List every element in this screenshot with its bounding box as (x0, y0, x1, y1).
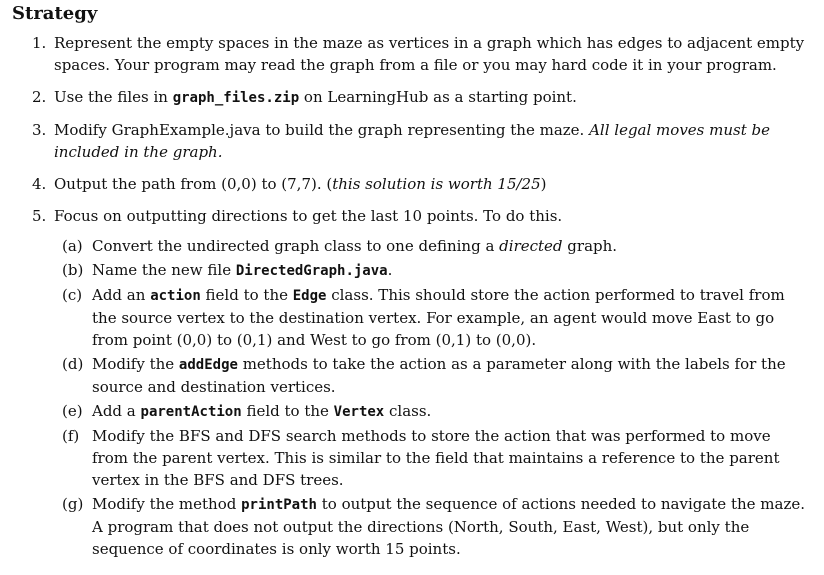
sub-item-f: (f) Modify the BFS and DFS search methods to store the action that was performed to move from the parent vertex. This is similar to the field that maintains a reference to the parent vertex in the BFS and DFS trees. (62, 427, 780, 489)
sub-item-a: (a) Convert the undirected graph class to one defining a directed graph. (62, 237, 618, 255)
sub-item-b: (b) Name the new file DirectedGraph.java. (62, 261, 393, 279)
list-item-4: 4. Output the path from (0,0) to (7,7). (this solution is worth 15/25) (32, 175, 547, 193)
sub-item-g: (g) Modify the method printPath to output the sequence of actions needed to navigate the maze. A program that does not output the directions (North, South, East, West), but only the sequence of coordinates is only worth 15 points. (62, 495, 806, 558)
list-item-1: 1. Represent the empty spaces in the maze as vertices in a graph which has edges to adjacent empty spaces. Your program may read the graph from a file or you may hard code it in your program. (32, 34, 805, 74)
list-item-2: 2. Use the files in graph_files.zip on LearningHub as a starting point. (32, 88, 577, 106)
list-item-5: 5. Focus on outputting directions to get the last 10 points. To do this. (32, 207, 563, 225)
sub-item-e: (e) Add a parentAction field to the Vertex class. (62, 402, 432, 420)
sub-item-d: (d) Modify the addEdge methods to take the action as a parameter along with the labels for the source and destination vertices. (62, 355, 786, 396)
list-item-3: 3. Modify GraphExample.java to build the graph representing the maze. All legal moves must be included in the graph. (32, 121, 770, 161)
section-title: Strategy (12, 3, 98, 24)
sub-item-c: (c) Add an action field to the Edge class. This should store the action performed to travel from the source vertex to the destination vertex. For example, an agent would move East to go from point (0,0) to (0,1) and West to go from (0,1) to (0,0). (62, 286, 785, 349)
